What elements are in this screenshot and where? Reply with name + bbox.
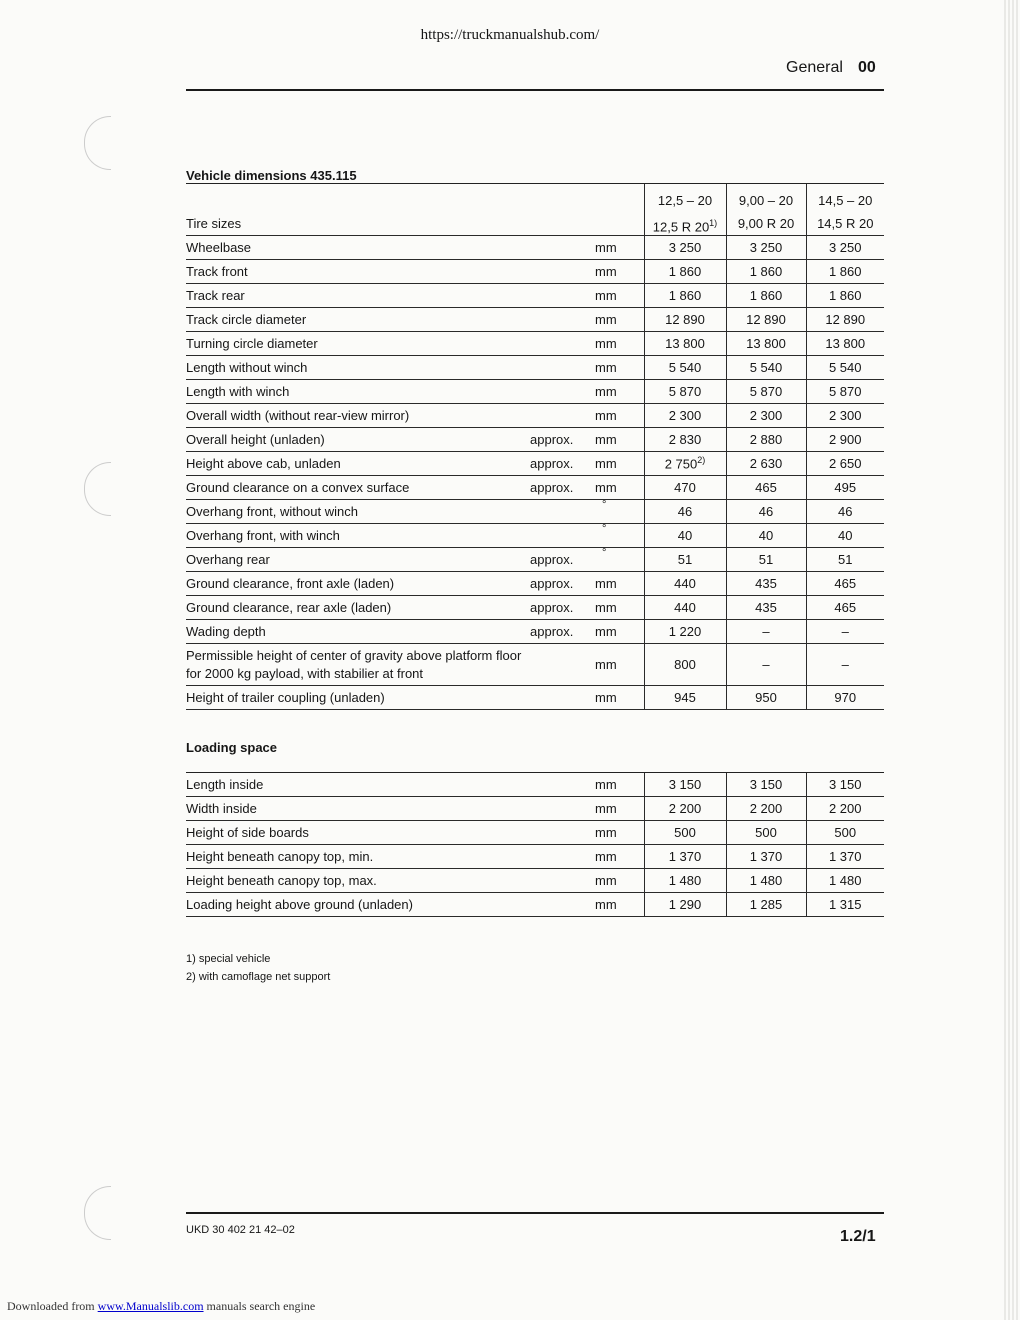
value-cell: [806, 572, 884, 596]
row-unit: mm: [592, 797, 644, 821]
value-text: 12 890: [746, 312, 786, 327]
value-text: 12 890: [825, 312, 866, 327]
unit-text: mm: [595, 264, 617, 279]
tire-size-cell: [644, 184, 726, 236]
download-note: [7, 1299, 315, 1314]
value-cell: [644, 308, 726, 332]
row-qualifier: [530, 797, 592, 821]
punch-hole: [84, 462, 111, 516]
row-qualifier: [530, 308, 592, 332]
value-text: 2 900: [828, 432, 862, 447]
value-cell: 1 290: [644, 893, 726, 917]
value-cell: 500: [806, 821, 884, 845]
unit-text: mm: [595, 360, 617, 375]
row-qualifier: [530, 773, 592, 797]
unit-text: mm: [595, 657, 617, 672]
value-cell: [726, 308, 806, 332]
punch-hole: [84, 116, 111, 170]
table-row: [186, 869, 884, 893]
row-unit: [592, 500, 644, 524]
value-text: 440: [674, 576, 696, 591]
unit-text: mm: [595, 624, 617, 639]
value-cell: 1 315: [806, 893, 884, 917]
value-text: 465: [755, 480, 777, 495]
value-cell: [726, 284, 806, 308]
footnote: 2) with camoflage net support: [186, 971, 331, 983]
row-unit: [592, 524, 644, 548]
value-cell: [644, 476, 726, 500]
table-row: [186, 845, 884, 869]
value-cell: [806, 548, 884, 572]
value-cell: [726, 572, 806, 596]
value-cell: [806, 596, 884, 620]
value-text: 46: [758, 504, 774, 519]
vehicle-dimensions-table: [186, 184, 884, 710]
value-text: 465: [834, 576, 857, 591]
row-label: Overhang front, with winch: [186, 524, 530, 548]
row-qualifier: approx.: [530, 620, 592, 644]
row-label: Height above cab, unladen: [186, 452, 530, 476]
tire-size-top: 9,00 – 20: [738, 193, 794, 208]
value-cell: [644, 596, 726, 620]
row-label: Overhang front, without winch: [186, 500, 530, 524]
value-cell: [806, 452, 884, 476]
unit-text: °: [602, 547, 607, 559]
row-unit: [592, 332, 644, 356]
value-cell: [726, 500, 806, 524]
table-row: [186, 476, 884, 500]
value-cell: 2 200: [726, 797, 806, 821]
row-qualifier: [530, 404, 592, 428]
page-edge: [1004, 0, 1020, 1320]
value-text: 470: [674, 480, 696, 495]
table-row: [186, 404, 884, 428]
table-row: [186, 572, 884, 596]
value-cell: [726, 476, 806, 500]
row-qualifier: approx.: [530, 428, 592, 452]
row-qualifier: [530, 893, 592, 917]
value-text: 40: [838, 528, 853, 543]
value-text: 13 800: [746, 336, 786, 351]
tire-size-radial: 9,00 R 20: [737, 216, 795, 231]
value-cell: [806, 356, 884, 380]
table-row: [186, 524, 884, 548]
value-cell: [726, 428, 806, 452]
value-cell: 1 370: [806, 845, 884, 869]
unit-text: mm: [595, 312, 617, 327]
value-cell: [644, 284, 726, 308]
value-cell: 1 480: [644, 869, 726, 893]
value-text: 5 870: [668, 384, 702, 399]
table-row: [186, 821, 884, 845]
row-label: Width inside: [186, 797, 530, 821]
row-qualifier: [530, 380, 592, 404]
tire-size-radial: 14,5 R 20: [817, 216, 874, 231]
value-text: 1 220: [668, 624, 702, 639]
unit-text: mm: [595, 600, 617, 615]
download-prefix: Downloaded from: [7, 1299, 95, 1313]
row-unit: mm: [592, 845, 644, 869]
value-text: 46: [838, 504, 853, 519]
value-text: 2 830: [668, 432, 702, 447]
row-label: Height of side boards: [186, 821, 530, 845]
value-cell: [726, 404, 806, 428]
footnote: 1) special vehicle: [186, 953, 271, 965]
row-label: Track rear: [186, 284, 530, 308]
row-unit: [592, 284, 644, 308]
value-cell: [726, 524, 806, 548]
tire-size-radial: 12,5 R 20: [652, 219, 710, 235]
value-cell: 1 370: [726, 845, 806, 869]
value-text: 1 860: [668, 288, 702, 303]
row-unit: [592, 308, 644, 332]
row-label: Overall width (without rear-view mirror): [186, 404, 530, 428]
row-unit: [592, 356, 644, 380]
value-cell: [806, 428, 884, 452]
value-cell: [644, 380, 726, 404]
unit-text: mm: [595, 384, 617, 399]
row-qualifier: [530, 184, 592, 236]
value-cell: [726, 620, 806, 644]
row-unit: [592, 260, 644, 284]
tire-size-cell: [726, 184, 806, 236]
value-text: 1 860: [668, 264, 702, 279]
value-text: 945: [674, 690, 696, 705]
value-text: 3 250: [749, 240, 783, 255]
value-cell: [806, 332, 884, 356]
unit-text: mm: [595, 576, 617, 591]
value-cell: [644, 356, 726, 380]
value-text: 2 630: [749, 456, 783, 471]
source-url[interactable]: https://truckmanualshub.com/: [420, 27, 600, 43]
row-label: Wheelbase: [186, 236, 530, 260]
value-cell: [726, 452, 806, 476]
value-text: 5 540: [668, 360, 702, 375]
row-qualifier: [530, 869, 592, 893]
row-label: Overall height (unladen): [186, 428, 530, 452]
row-label: Height beneath canopy top, min.: [186, 845, 530, 869]
value-cell: [644, 260, 726, 284]
loading-space-title: Loading space: [186, 740, 278, 755]
value-cell: [726, 380, 806, 404]
row-qualifier: approx.: [530, 572, 592, 596]
value-text: 2 300: [668, 408, 702, 423]
value-text: 2 300: [828, 408, 862, 423]
value-text: 2 300: [749, 408, 783, 423]
value-cell: [806, 686, 884, 710]
row-qualifier: [530, 524, 592, 548]
value-text: 13 800: [825, 336, 866, 351]
value-cell: [644, 404, 726, 428]
unit-text: mm: [595, 432, 617, 447]
value-cell: [806, 404, 884, 428]
table-row: [186, 356, 884, 380]
row-unit: [592, 596, 644, 620]
value-cell: [726, 548, 806, 572]
unit-text: mm: [595, 690, 617, 705]
table-row: [186, 428, 884, 452]
loading-space-table: [186, 773, 884, 917]
table-row: [186, 260, 884, 284]
value-text: 51: [677, 552, 693, 567]
row-qualifier: [530, 821, 592, 845]
value-text: 1 860: [828, 288, 862, 303]
value-cell: 1 285: [726, 893, 806, 917]
value-cell: 3 150: [726, 773, 806, 797]
value-text: 970: [834, 690, 857, 705]
table-row: [186, 620, 884, 644]
row-unit: [592, 548, 644, 572]
value-text: 51: [838, 552, 853, 567]
value-text: 950: [755, 690, 777, 705]
row-unit: [592, 476, 644, 500]
unit-text: mm: [595, 288, 617, 303]
value-text: 435: [755, 576, 777, 591]
value-text: 12 890: [665, 312, 705, 327]
download-suffix: manuals search engine: [206, 1299, 316, 1313]
row-unit: mm: [592, 869, 644, 893]
row-label: Ground clearance on a convex surface: [186, 476, 530, 500]
row-unit: [592, 620, 644, 644]
row-label: Ground clearance, rear axle (laden): [186, 596, 530, 620]
value-text: 5 540: [749, 360, 783, 375]
table-row: [186, 284, 884, 308]
value-cell: 500: [726, 821, 806, 845]
row-label: Loading height above ground (unladen): [186, 893, 530, 917]
table-row: [186, 644, 884, 686]
value-cell: [806, 236, 884, 260]
row-unit: [592, 380, 644, 404]
tire-size-top: 12,5 – 20: [657, 193, 713, 208]
table-row: [186, 236, 884, 260]
table-row: [186, 893, 884, 917]
value-text: 40: [677, 528, 693, 543]
row-qualifier: [530, 260, 592, 284]
value-cell: [644, 332, 726, 356]
value-cell: [726, 236, 806, 260]
value-cell: [726, 644, 806, 686]
footer-rule: [186, 1212, 884, 1214]
tire-size-bottom: [807, 212, 885, 235]
value-text: 1 860: [749, 288, 783, 303]
value-cell: [806, 644, 884, 686]
unit-text: mm: [595, 456, 617, 471]
row-label: Overhang rear: [186, 548, 530, 572]
punch-hole: [84, 1186, 111, 1240]
table-row: [186, 797, 884, 821]
value-cell: [806, 284, 884, 308]
row-label: Wading depth: [186, 620, 530, 644]
value-cell: [644, 452, 726, 476]
row-unit: [592, 572, 644, 596]
value-cell: 2 200: [806, 797, 884, 821]
table-row: [186, 308, 884, 332]
row-label: Tire sizes: [186, 184, 530, 236]
row-qualifier: [530, 644, 592, 686]
value-text: 440: [674, 600, 696, 615]
table-row: [186, 686, 884, 710]
value-cell: [644, 686, 726, 710]
table-row: [186, 500, 884, 524]
section-number: 00: [858, 59, 876, 76]
table-row: [186, 332, 884, 356]
unit-text: mm: [595, 336, 617, 351]
row-label: Height beneath canopy top, max.: [186, 869, 530, 893]
table-row: [186, 380, 884, 404]
row-label: Length with winch: [186, 380, 530, 404]
vehicle-dimensions-title: Vehicle dimensions 435.115: [186, 168, 357, 183]
unit-text: mm: [595, 480, 617, 495]
row-label: Track circle diameter: [186, 308, 530, 332]
value-text: 2 880: [749, 432, 783, 447]
row-unit: [592, 428, 644, 452]
value-text: 800: [674, 657, 696, 672]
value-cell: [806, 380, 884, 404]
row-unit: [592, 236, 644, 260]
row-qualifier: [530, 236, 592, 260]
value-cell: 500: [644, 821, 726, 845]
page-number: 1.2/1: [840, 1228, 876, 1245]
value-cell: [806, 308, 884, 332]
row-label: Length inside: [186, 773, 530, 797]
value-cell: [726, 332, 806, 356]
row-qualifier: [530, 284, 592, 308]
value-cell: [644, 236, 726, 260]
value-text: 435: [755, 600, 777, 615]
row-unit: [592, 404, 644, 428]
table-row: [186, 452, 884, 476]
value-cell: [644, 644, 726, 686]
header-rule: [186, 89, 884, 91]
value-text: 1 860: [749, 264, 783, 279]
value-cell: 3 150: [806, 773, 884, 797]
row-label: Track front: [186, 260, 530, 284]
value-text: 2 750: [664, 456, 698, 472]
value-cell: 1 480: [726, 869, 806, 893]
value-text: 3 250: [828, 240, 862, 255]
table-row: [186, 773, 884, 797]
value-cell: [644, 548, 726, 572]
value-cell: 1 370: [644, 845, 726, 869]
row-qualifier: approx.: [530, 596, 592, 620]
row-unit: mm: [592, 821, 644, 845]
value-cell: 2 200: [644, 797, 726, 821]
row-unit: mm: [592, 773, 644, 797]
value-cell: [644, 620, 726, 644]
value-text: 13 800: [665, 336, 705, 351]
tire-size-cell: [806, 184, 884, 236]
value-text: –: [762, 624, 770, 639]
value-cell: [644, 572, 726, 596]
value-text: 1 860: [828, 264, 862, 279]
row-label: Length without winch: [186, 356, 530, 380]
row-qualifier: approx.: [530, 476, 592, 500]
tire-size-bottom: [645, 212, 726, 235]
value-text: –: [841, 624, 849, 639]
row-qualifier: approx.: [530, 452, 592, 476]
row-unit: [592, 686, 644, 710]
value-cell: 1 480: [806, 869, 884, 893]
value-cell: [644, 524, 726, 548]
value-text: –: [762, 657, 770, 672]
footnote-ref: 2): [697, 455, 706, 466]
value-cell: [806, 500, 884, 524]
value-text: 495: [834, 480, 857, 495]
row-unit: [592, 644, 644, 686]
unit-text: mm: [595, 408, 617, 423]
row-qualifier: [530, 686, 592, 710]
row-qualifier: [530, 332, 592, 356]
value-cell: [644, 500, 726, 524]
value-cell: [806, 620, 884, 644]
value-cell: [726, 260, 806, 284]
row-label: Ground clearance, front axle (laden): [186, 572, 530, 596]
row-qualifier: [530, 500, 592, 524]
value-text: 3 250: [668, 240, 702, 255]
row-qualifier: [530, 356, 592, 380]
value-text: 465: [834, 600, 857, 615]
unit-text: °: [602, 523, 607, 535]
value-cell: 3 150: [644, 773, 726, 797]
value-text: –: [841, 657, 849, 672]
table-row: [186, 548, 884, 572]
value-cell: [644, 428, 726, 452]
row-label: Turning circle diameter: [186, 332, 530, 356]
value-text: 2 650: [828, 456, 862, 471]
unit-text: °: [602, 499, 607, 511]
footnote-ref: 1): [709, 218, 718, 228]
value-cell: [806, 476, 884, 500]
row-unit: mm: [592, 893, 644, 917]
tire-sizes-row: [186, 184, 884, 236]
value-text: 5 870: [828, 384, 862, 399]
value-text: 5 870: [749, 384, 783, 399]
tire-size-bottom: [727, 212, 806, 235]
tire-size-top: 14,5 – 20: [818, 193, 873, 208]
value-cell: [726, 686, 806, 710]
section-title: General: [786, 59, 843, 76]
value-cell: [806, 524, 884, 548]
row-label: Permissible height of center of gravity above platform floor for 2000 kg payload, with stabilier at front: [186, 644, 530, 686]
value-cell: [806, 260, 884, 284]
row-unit: [592, 452, 644, 476]
row-qualifier: [530, 845, 592, 869]
row-label: Height of trailer coupling (unladen): [186, 686, 530, 710]
value-cell: [726, 356, 806, 380]
row-unit: [592, 184, 644, 236]
table-row: [186, 596, 884, 620]
row-qualifier: approx.: [530, 548, 592, 572]
manualslib-link[interactable]: www.Manualslib.com: [97, 1299, 204, 1313]
value-text: 5 540: [828, 360, 862, 375]
value-cell: [726, 596, 806, 620]
value-text: 46: [677, 504, 693, 519]
value-text: 40: [758, 528, 774, 543]
unit-text: mm: [595, 240, 617, 255]
value-text: 51: [758, 552, 774, 567]
document-id: UKD 30 402 21 42–02: [186, 1224, 295, 1236]
